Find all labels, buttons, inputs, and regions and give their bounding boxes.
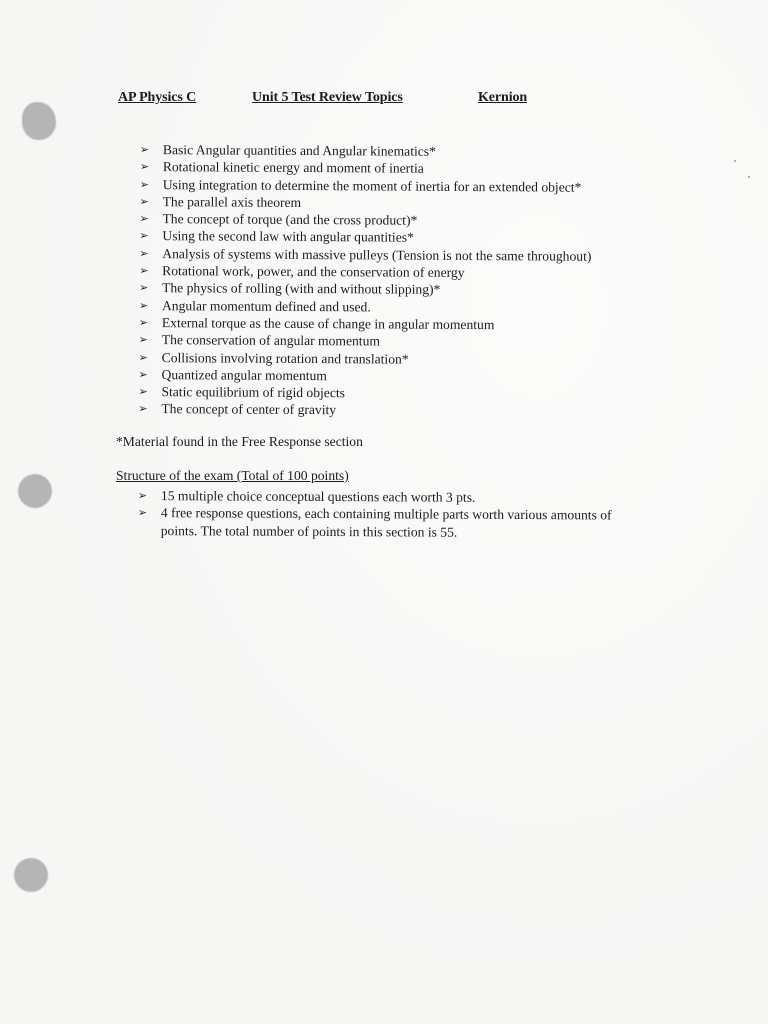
list-item: ➢ Angular momentum defined and used. (138, 297, 371, 315)
exam-structure-heading: Structure of the exam (Total of 100 points) (116, 468, 349, 483)
arrow-bullet-icon: ➢ (138, 315, 149, 330)
list-item: ➢ Rotational kinetic energy and moment of inertia (139, 159, 424, 177)
course-name: AP Physics C (118, 90, 197, 105)
arrow-bullet-icon: ➢ (139, 177, 149, 191)
list-item: ➢ The concept of torque (and the cross product)* (139, 211, 418, 228)
arrow-bullet-icon: ➢ (139, 264, 149, 278)
arrow-bullet-icon: ➢ (138, 367, 148, 381)
arrow-bullet-icon: ➢ (138, 402, 148, 416)
arrow-bullet-icon: ➢ (137, 488, 148, 503)
arrow-bullet-icon: ➢ (138, 385, 148, 399)
list-item: ➢ Using integration to determine the moment of inertia for an extended object* (139, 176, 582, 195)
punch-hole-mark (14, 858, 48, 892)
exam-structure-list (138, 487, 651, 542)
arrow-bullet-icon: ➢ (138, 333, 149, 347)
list-item: ➢ The physics of rolling (with and without slipping)* (139, 280, 441, 298)
list-item: ➢ Collisions involving rotation and translation* (138, 349, 409, 367)
arrow-bullet-icon: ➢ (139, 160, 150, 174)
teacher-name: Kernion (478, 90, 528, 105)
list-item: ➢ Using the second law with angular quantities* (139, 228, 414, 246)
list-item: ➢ The parallel axis theorem (139, 194, 302, 210)
list-item: ➢ Static equilibrium of rigid objects (138, 384, 345, 401)
list-item: ➢ 15 multiple choice conceptual questions each worth 3 pts. (137, 488, 476, 505)
footnote: *Material found in the Free Response section (116, 434, 363, 449)
document-header (118, 90, 538, 110)
arrow-bullet-icon: ➢ (138, 298, 149, 312)
arrow-bullet-icon: ➢ (139, 246, 149, 260)
document-title: Unit 5 Test Review Topics (252, 90, 403, 105)
scan-speck (734, 160, 736, 162)
list-item: ➢ Rotational work, power, and the conservation of energy (139, 263, 465, 281)
list-item: ➢ The concept of center of gravity (138, 401, 337, 418)
arrow-bullet-icon: ➢ (139, 142, 150, 157)
review-topics-list (138, 141, 592, 421)
list-item: ➢ The conservation of angular momentum (138, 332, 381, 349)
list-item: ➢ Analysis of systems with massive pulleys (Tension is not the same throughout) (139, 245, 592, 264)
arrow-bullet-icon: ➢ (139, 194, 149, 208)
arrow-bullet-icon: ➢ (139, 281, 149, 295)
list-item: ➢ Quantized angular momentum (138, 366, 327, 384)
arrow-bullet-icon: ➢ (139, 229, 149, 243)
arrow-bullet-icon: ➢ (137, 506, 148, 520)
punch-hole-mark (22, 102, 56, 140)
list-item: ➢ External torque as the cause of change in angular momentum (138, 315, 495, 333)
list-item: ➢ 4 free response questions, each containing multiple parts worth various amounts of points. The total number of points in this section is 55. (137, 505, 612, 540)
list-item: ➢ Basic Angular quantities and Angular kinematics* (139, 142, 436, 159)
scan-speck (748, 176, 750, 178)
arrow-bullet-icon: ➢ (139, 212, 149, 226)
arrow-bullet-icon: ➢ (138, 350, 148, 364)
punch-hole-mark (18, 474, 52, 508)
